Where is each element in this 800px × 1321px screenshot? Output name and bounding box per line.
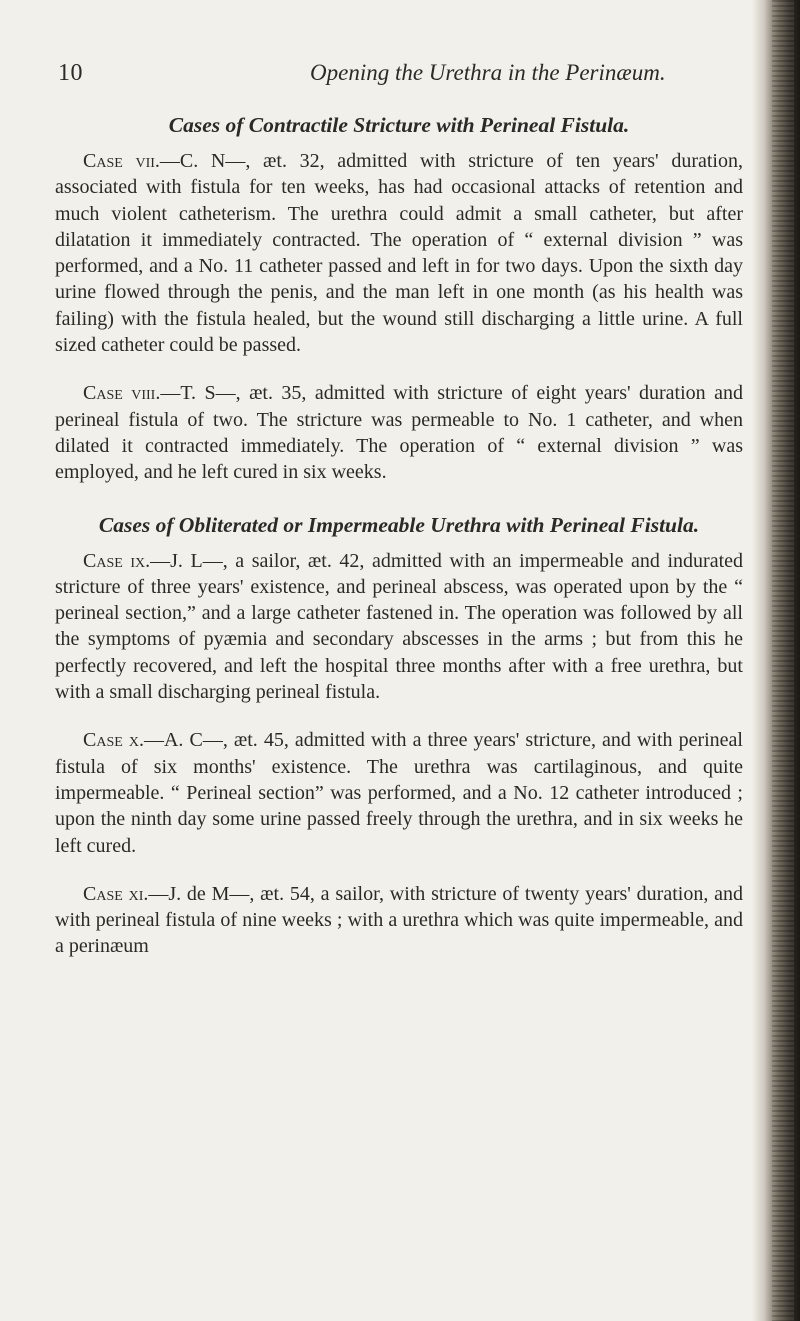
case-paragraph-viii	[55, 380, 743, 485]
case-paragraph-xi	[55, 881, 743, 960]
running-title: Opening the Urethra in the Perinæum.	[310, 60, 666, 85]
case-text: —T. S—, æt. 35, admitted with stricture of eight years' duration and perineal fistula of two. The stricture was permeable to No. 1 catheter, and when dilated it contracted immediately. The operation of “ external division ” was employed, and he left cured in six weeks.	[55, 382, 743, 484]
paragraph-spacer	[55, 705, 743, 727]
case-text: —J. L—, a sailor, æt. 42, admitted with an impermeable and indurated stricture of three years' existence, and perineal abscess, was operated upon by the “ perineal section,” and a large catheter fastened in. The operation was followed by all the symptoms of pyæmia and secondary abscesses in the arms ; but from this he perfectly recovered, and left the hospital three months after with a free urethra, but with a small discharging perineal fistula.	[55, 549, 744, 704]
case-label: Case xi.	[83, 882, 149, 905]
case-label: Case x.	[83, 729, 144, 752]
page-body	[55, 112, 743, 960]
case-label: Case vii.	[83, 150, 160, 172]
paragraph-spacer	[55, 358, 743, 380]
page-header	[58, 60, 748, 100]
paragraph-spacer	[55, 859, 743, 881]
case-label: Case ix.	[83, 549, 151, 572]
section-heading-obliterated: Cases of Obliterated or Impermeable Urethra with Perineal Fistula.	[98, 512, 700, 537]
section-heading-contractile: Cases of Contractile Stricture with Perineal Fistula.	[168, 113, 630, 137]
case-paragraph-vii	[55, 148, 743, 358]
case-label: Case viii.	[83, 382, 161, 405]
case-text: —A. C—, æt. 45, admitted with a three years' stricture, and with perineal fistula of six months' existence. The urethra was cartilaginous, and quite impermeable. “ Perineal section” was performed, and a No. 12 catheter introduced ; upon the ninth day some urine passed freely through the urethra, and in six weeks he left cured.	[55, 729, 743, 857]
case-text: —J. de M—, æt. 54, a sailor, with stricture of twenty years' duration, and with perineal fistula of nine weeks ; with a urethra which was quite impermeable, and a perinæum	[55, 882, 744, 958]
section-spacer	[55, 486, 743, 512]
page-binding-edge	[772, 0, 794, 1321]
case-text: —C. N—, æt. 32, admitted with stricture of ten years' duration, associated with fistula for ten weeks, has had occasional attacks of retention and much violent catheterism. The urethra could admit a small catheter, but after dilatation it immediately contracted. The operation of “ external division ” was performed, and a No. 11 catheter passed and left in for two days. Upon the sixth day urine flowed through the penis, and the man left in one month (as his health was failing) with the fistula healed, but the wound still discharging a little urine. A full sized catheter could be passed.	[55, 150, 743, 357]
case-paragraph-x	[55, 727, 743, 858]
case-paragraph-ix	[55, 548, 743, 706]
page-number: 10	[58, 60, 83, 86]
